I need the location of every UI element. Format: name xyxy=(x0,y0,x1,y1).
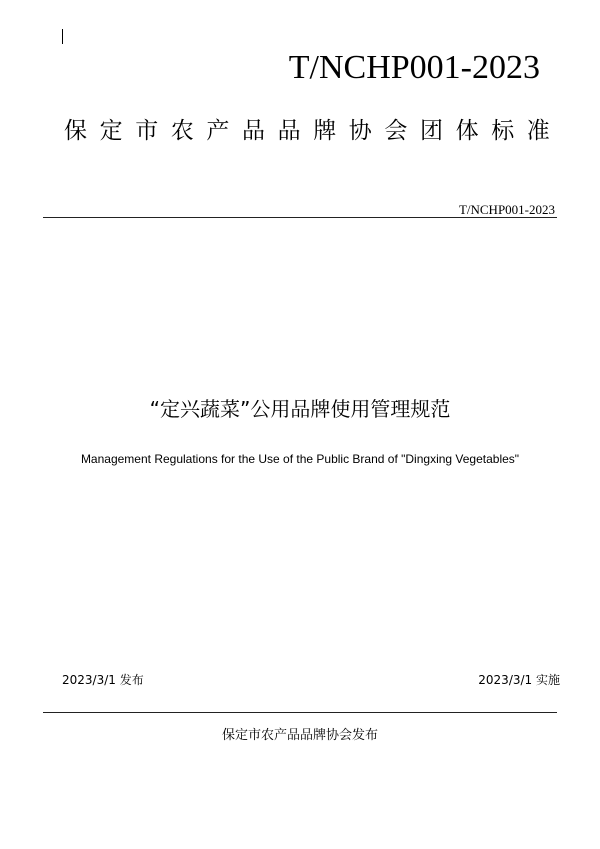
document-title-chinese: “定兴蔬菜”公用品牌使用管理规范 xyxy=(149,397,451,421)
header-divider xyxy=(43,217,557,218)
effective-date: 2023/3/1 实施 xyxy=(478,673,560,687)
running-standard-code: T/NCHP001-2023 xyxy=(458,202,555,217)
footer-divider xyxy=(43,712,557,713)
publish-date: 2023/3/1 发布 xyxy=(62,673,144,687)
standard-code: T/NCHP001-2023 xyxy=(288,49,540,86)
standard-type-heading: 保定市农产品品牌协会团体标准 xyxy=(64,118,563,144)
publisher-line: 保定市农产品品牌协会发布 xyxy=(221,728,378,743)
text-cursor-mark xyxy=(62,29,63,44)
document-title-english: Management Regulations for the Use of the Public Brand of "Dingxing Vegetables" xyxy=(80,452,520,466)
